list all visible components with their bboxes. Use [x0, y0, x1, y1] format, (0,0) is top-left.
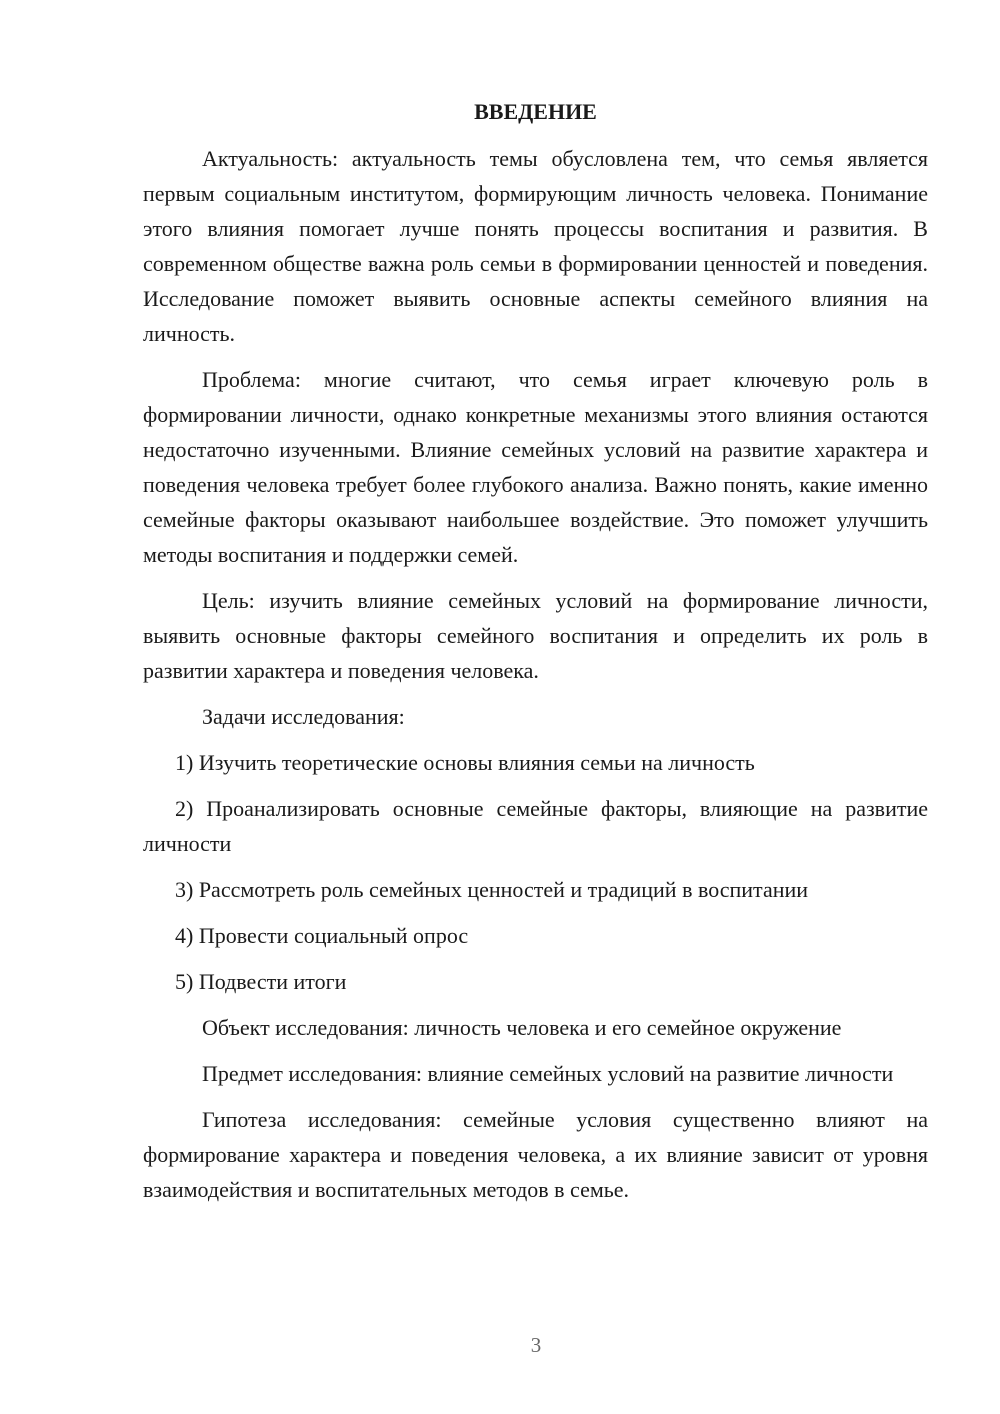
- section-title: ВВЕДЕНИЕ: [474, 99, 597, 124]
- task-item: 3) Рассмотреть роль семейных ценностей и традиций в воспитании: [175, 877, 809, 902]
- problem-paragraph: Проблема: многие считают, что семья играет ключевую роль в формировании личности, однако конкретные механизмы этого влияния остаются недостаточно изученными. Влияние семейных условий на развитие характера и поведения человека требует более глубокого анализа. Важно понять, какие именно семейные факторы оказывают наибольшее воздействие. Это поможет улучшить методы воспитания и поддержки семей.: [143, 367, 928, 567]
- subject-paragraph: Предмет исследования: влияние семейных условий на развитие личности: [202, 1061, 894, 1086]
- page-number: 3: [530, 1333, 542, 1357]
- tasks-list: [143, 745, 928, 999]
- page-content: [143, 94, 928, 1218]
- task-item: 5) Подвести итоги: [175, 969, 347, 994]
- task-item: 4) Провести социальный опрос: [175, 923, 469, 948]
- hypothesis-paragraph: Гипотеза исследования: семейные условия существенно влияют на формирование характера и поведения человека, а их влияние зависит от уровня взаимодействия и воспитательных методов в семье.: [143, 1107, 928, 1202]
- task-item: 2) Проанализировать основные семейные факторы, влияющие на развитие личности: [143, 796, 928, 856]
- task-item: 1) Изучить теоретические основы влияния семьи на личность: [175, 750, 755, 775]
- goal-paragraph: Цель: изучить влияние семейных условий на формирование личности, выявить основные факторы семейного воспитания и определить их роль в развитии характера и поведения человека.: [143, 588, 928, 683]
- tasks-heading: Задачи исследования:: [202, 704, 405, 729]
- object-paragraph: Объект исследования: личность человека и его семейное окружение: [202, 1015, 842, 1040]
- relevance-paragraph: Актуальность: актуальность темы обусловлена тем, что семья является первым социальным институтом, формирующим личность человека. Понимание этого влияния помогает лучше понять процессы воспитания и развития. В современном обществе важна роль семьи в формировании ценностей и поведения. Исследование поможет выявить основные аспекты семейного влияния на личность.: [143, 146, 928, 346]
